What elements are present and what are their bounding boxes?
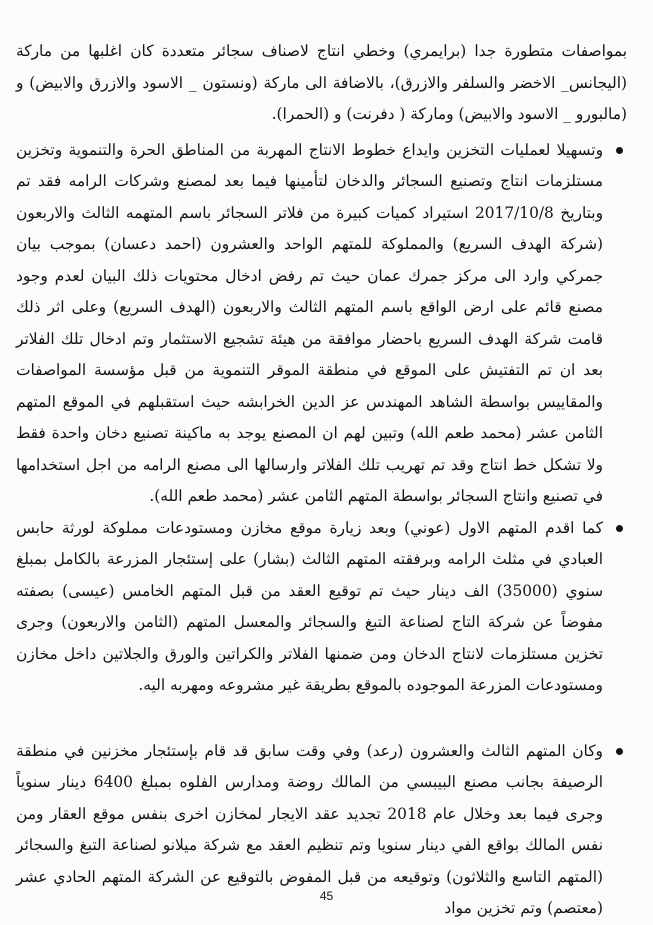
paragraph-warehouse-lease: وكان المتهم الثالث والعشرون (رعد) وفي وقت سابق قد قام بإستئجار مخزنين في منطقة الرصيفة بجانب مصنع البيبسي من المالك روضة ومدارس الفلوه بمبلغ 6400 دينار سنوياً وجرى فيما بعد وخلال عام 2018 تجديد عقد الايجار لمخازن اخرى بنفس موقع العقار ومن نفس المالك بواقع الفي دينار سنويا وتم تنظيم العقد مع شركة ميلانو لصناعة التبغ والسجائر (المتهم التاسع والثلاثون) وتوقيعه من قبل المفوض بالتوقيع عن الشركة المتهم الحادي عشر (معتصم) وتم تخزين مواد bbox=[16, 741, 603, 917]
bullet-item bbox=[16, 135, 627, 513]
page-number: 45 bbox=[319, 889, 334, 903]
bullet-icon bbox=[616, 748, 623, 755]
bullet-item bbox=[16, 513, 627, 702]
bullet-icon bbox=[616, 147, 623, 154]
bullet-icon bbox=[616, 525, 623, 532]
document-page bbox=[16, 36, 627, 925]
paragraph-filters-import: وتسهيلا لعمليات التخزين وايداع خطوط الانتاج المهربة من المناطق الحرة والتنموية وتخزين مستلزمات انتاج وتصنيع السجائر والدخان لتأمينها فيما بعد لمصنع وشركات الرامه فقد تم وبتاريخ 2017/10/8 استيراد كميات كبيرة من فلاتر السجائر باسم المتهمه الثالث والاربعون (شركة الهدف السريع) والمملوكة للمتهم الواحد والعشرون (احمد دعسان) بموجب بيان جمركي وارد الى مركز جمرك عمان حيث تم رفض ادخال محتويات ذلك البيان لعدم وجود مصنع قائم على ارض الواقع باسم المتهم الثالث والاربعون (الهدف السريع) وعلى اثر ذلك قامت شركة الهدف السريع باحضار موافقة من هيئة تشجيع الاستثمار وتم ادخال تلك الفلاتر بعد ان تم التفتيش على الموقع في منطقة الموقر التنموية من قبل مؤسسة المواصفات والمقاييس بواسطة الشاهد المهندس عز الدين الخرابشه حيث استقبلهم في الموقع المتهم الثامن عشر (محمد طعم الله) وتبين لهم ان المصنع يوجد به ماكينة تصنيع دخان واحدة فقط ولا تشكل خط انتاج وقد تم تهريب تلك الفلاتر وارسالها الى مصنع الرامه من اجل استخدامها في تصنيع وانتاج السجائر بواسطة المتهم الثامن عشر (محمد طعم الله). bbox=[16, 140, 604, 505]
paragraph-farm-lease: كما اقدم المتهم الاول (عوني) وبعد زيارة موقع مخازن ومستودعات مملوكة لورثة حابس العبادي في مثلث الرامه وبرفقته المتهم الثالث (بشار) على إستئجار المزرعة بالكامل بمبلغ سنوي (35000) الف دينار حيث تم توقيع العقد من قبل المتهم الخامس (عيسى) بصفته مفوضاً عن شركة التاج لصناعة التبغ والسجائر والمعسل المتهم (الثامن والاربعون) وجرى تخزين مستلزمات لانتاج الدخان ومن ضمنها الفلاتر والكراتين والورق والجلاتين داخل مخازن ومستودعات المزرعة الموجوده بالموقع بطريقة غير مشروعه ومهربه اليه. bbox=[16, 518, 603, 694]
paragraph-continuation: بمواصفات متطورة جدا (برايمري) وخطي انتاج لاصناف سجائر متعددة كان اغلبها من ماركة (اليجانس_ الاخضر والسلفر والازرق)، بالاضافة الى ماركة (ونستون _ الاسود والازرق والابيض) و (مالبورو _ الاسود والابيض) وماركة ( دفرنت) و (الحمرا). bbox=[16, 42, 627, 123]
